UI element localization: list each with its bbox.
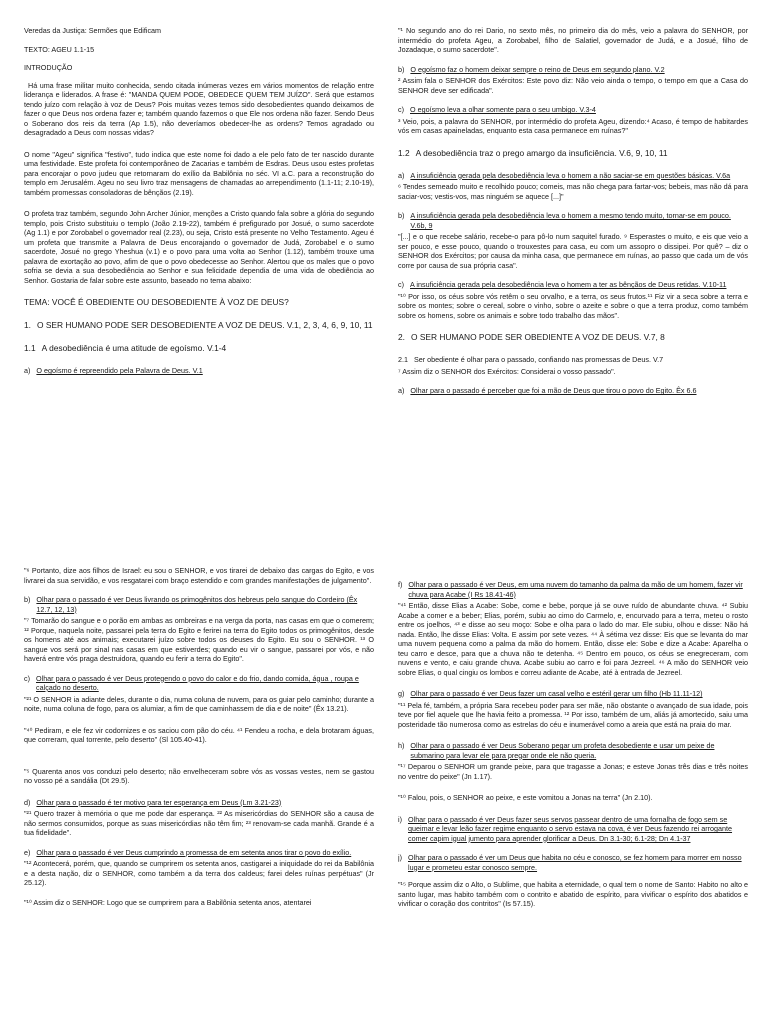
point-marker: h) — [398, 741, 405, 750]
point-marker: a) — [398, 386, 405, 396]
verse-ageu-1-9: "[...] e o que recebe salário, recebe-o para pô-lo num saquitel furado. ⁹ Esperastes o muito, e eis que veio a ser pouco, e esse pouco, quando o trouxestes para casa, eu com um assopro o dissipei. Por quê? – diz o SENHOR dos Exércitos; por causa da minha casa, que permanece em ruínas, ao passo que cada um de vós corre por causa de sua própria casa". — [398, 232, 748, 270]
verse-jonas-2-10: "¹⁰ Falou, pois, o SENHOR ao peixe, e este vomitou a Jonas na terra" (Jn 2.10). — [398, 793, 653, 802]
point-2-1-b — [24, 595, 374, 614]
point-2-1-d — [24, 798, 374, 808]
point-text: Olhar para o passado é ter motivo para ter esperança em Deus (Lm 3.21-23) — [36, 797, 282, 807]
point-1-2-b — [398, 211, 748, 230]
point-2-1-i — [398, 815, 748, 844]
verse-isaias-57: "¹⁵ Porque assim diz o Alto, o Sublime, que habita a eternidade, o qual tem o nome de Santo: Habito no alto e santo lugar, mas habito também com o contrito e abatido de espírito, para vivificar o espírito dos abatidos e vivificar o coração dos contritos" (Is 57.15). — [398, 880, 748, 908]
point-2-1-h — [398, 741, 748, 760]
intro-paragraph-3: O profeta traz também, segundo John Archer Júnior, menções a Cristo quando fala sobre a glória do segundo templo, pois Cristo substituiu o templo (João 2.19-22), também é prefigurado por Josué, o sumo sacerdote (Ag 1.1) e por Zorobabel o governador real (2.23), ou seja, Cristo está presente no Velho Testamento. Ageu é um profeta que transmite a Palavra de Deus encorajando o governador de Judá, Zorobabel e o sumo sacerdote, Josué no grego Yheshua (v.1) e o povo para uma volta ao Senhor (1.12), também trouxe uma palavra de exortação ao povo, afim de que o povo obedecesse ao Senhor. Alertou que os males que o povo sofria se devia a sua desobediência ao Senhor e sua felicidade dependia de uma vida de obediência ao Senhor. Gostaria de falar sobre este assunto, baseado no tema abaixo: — [24, 209, 374, 285]
introduction-heading: INTRODUÇÃO — [24, 63, 73, 72]
point-text: Olhar para o passado é ver Deus cumprindo a promessa de em setenta anos tirar o povo do exílio. — [36, 847, 352, 857]
point-2-1-j — [398, 853, 748, 872]
point-marker: i) — [398, 814, 402, 824]
verse-1-reis-18: "⁴¹ Então, disse Elias a Acabe: Sobe, come e bebe, porque já se ouve ruído de abundante chuva. ⁴² Subiu Acabe a comer e a beber; Elias, porém, subiu ao cimo do Carmelo, e, encurvado para a terra, meteu o rosto entre os joelhos, ⁴³ e disse ao seu moço: Sobe e olha para o lado do mar. Ele subiu, olhou e disse: Não há nada. Então, lhe disse Elias: Volta. E assim por sete vezes. ⁴⁴ À sétima vez disse: Eis que se levanta do mar uma nuvem pequena como a palma da mão do homem. Então, disse ele: Sobe e dize a Acabe: Aparelha o teu carro e desce, para que a chuva não te detenha. ⁴⁵ Dentro em pouco, os céus se enegreceram, com nuvens e vento, e caiu grande chuva. Acabe subiu ao carro e foi para Jezreel. ⁴⁶ A mão do SENHOR veio sobre Elias, o qual cingiu os lombos e correu adiante de Acabe, até à entrada de Jezreel. — [398, 601, 748, 677]
page-break — [0, 512, 768, 548]
section-1-number: 1. — [24, 320, 31, 331]
bottom-right-column — [398, 580, 748, 1024]
point-text: Olhar para o passado é ver Deus fazer seus servos passear dentro de uma fornalha de fogo sem se queimar e levar leão fazer regime enquanto o servo estava na cova, é ver Deus fazendo rei arrogante comer capim igual jumento para aprender glorificar a Deus. Dn 3.1-30; 6.1-28; Dn 4.1-37 — [408, 814, 733, 843]
verse-exodo-6-6: "⁶ Portanto, dize aos filhos de Israel: eu sou o SENHOR, e vos tirarei de debaixo das cargas do Egito, e vos livrarei da sua servidão, e vos resgatarei com braço estendido e com grandes manifestações de julgamento". — [24, 566, 374, 585]
point-text: A insuficiência gerada pela desobediência leva o homem a não saciar-se em questões básicas. V.6a — [410, 170, 731, 180]
point-2-1-e — [24, 848, 374, 858]
point-text: Olhar para o passado é ver Deus, em uma nuvem do tamanho da palma da mão de um homem, fazer vir chuva para Acabe (I Rs 18.41-46) — [408, 580, 743, 599]
document-header: Veredas da Justiça: Sermões que Edificam — [24, 26, 162, 35]
verse-ageu-1-2: ² Assim fala o SENHOR dos Exércitos: Este povo diz: Não veio ainda o tempo, o tempo em que a Casa do SENHOR deve ser edificada". — [398, 76, 748, 95]
sermon-text-reference: TEXTO: AGEU 1.1-15 — [24, 44, 95, 54]
section-2-heading — [398, 332, 748, 343]
point-1-2-c — [398, 280, 748, 290]
bottom-left-column — [24, 566, 374, 1024]
point-marker: e) — [24, 847, 31, 857]
verse-lamentacoes-3: "²¹ Quero trazer à memória o que me pode dar esperança. ²² As misericórdias do SENHOR são a causa de não sermos consumidos, porque as suas misericórdias não têm fim; ²³ renovam-se cada manhã. Grande é a tua fidelidade". — [24, 809, 374, 837]
section-2-1-number: 2.1 — [398, 355, 408, 365]
section-1-2-title: A desobediência traz o prego amargo da insuficiência. V.6, 9, 10, 11 — [415, 147, 668, 158]
top-right-column — [398, 26, 748, 398]
verse-ageu-1-6: ⁶ Tendes semeado muito e recolhido pouco; comeis, mas não chega para fartar-vos; bebeis, mas não dá para saciar-vos; vestis-vos, mas ninguém se aquece [...]" — [398, 182, 748, 201]
point-2-1-c — [24, 674, 374, 693]
intro-paragraph-2: O nome "Ageu" significa "festivo", tudo indica que este nome foi dado a ele pelo fato de ter nascido durante uma festividade. Este profeta foi contemporâneo de Zacarias e também de Esdras. Deus usou estes profetas para encorajar o povo judeu que retornaram do exílio da Babilônia no séc. VI a.C. para a reconstrução do templo em Jerusalém. Ageu no seu livro traz mensagens de chamadas ao arrependimento (1.1-11; 2.10-19), também promessas consoladoras de bênçãos (2.19). — [24, 149, 374, 197]
point-marker: b) — [398, 64, 405, 74]
section-2-1-heading — [398, 355, 748, 365]
point-marker: f) — [398, 580, 403, 589]
point-text: Olhar para o passado é ver Deus protegendo o povo do calor e do frio, dando comida, água , roupa e calçado no deserto. — [36, 673, 359, 692]
point-1-2-a — [398, 171, 748, 181]
section-2-number: 2. — [398, 332, 405, 343]
verse-ageu-1-3-4: ³ Veio, pois, a palavra do SENHOR, por intermédio do profeta Ageu, dizendo:⁴ Acaso, é tempo de habitardes vós em casas apaineladas, enquanto esta casa permanece em ruínas?" — [398, 116, 748, 135]
point-marker: b) — [398, 211, 405, 221]
point-text: A insuficiência gerada pela desobediência leva o homem a mesmo tendo muito, tornar-se em pouco. V.6b, 9 — [410, 211, 731, 230]
point-1-1-c — [398, 105, 748, 115]
point-text: O egoísmo leva a olhar somente para o seu umbigo. V.3-4 — [410, 105, 596, 114]
verse-ageu-1-1: "¹ No segundo ano do rei Dario, no sexto mês, no primeiro dia do mês, veio a palavra do SENHOR, por intermédio do profeta Ageu, a Zorobabel, filho de Salatiel, governador de Judá, e a Josué, filho de Jozadaque, o sumo sacerdote". — [398, 26, 748, 54]
verse-hebreus-11: "¹¹ Pela fé, também, a própria Sara recebeu poder para ser mãe, não obstante o avançado de sua idade, pois teve por fiel aquele que lhe havia feito a promessa. ¹² Por isso, também de um, aliás já amortecido, saiu uma posteridade tão numerosa como as estrelas do céu e inumerável como a areia que está na praia do mar. — [398, 700, 748, 729]
point-text: Olhar para o passado é ver Deus fazer um casal velho e estéril gerar um filho (Hb 11.11-12) — [410, 689, 703, 698]
point-marker: c) — [24, 673, 30, 683]
verse-jeremias-29-partial: "¹⁰ Assim diz o SENHOR: Logo que se cumprirem para a Babilônia setenta anos, atentarei — [24, 897, 312, 907]
point-marker: a) — [398, 170, 405, 180]
point-text: Olhar para o passado é ver um Deus que habita no céu e conosco, se fez homem para morrer em nosso lugar e prometeu estar conosco sempre. — [408, 853, 742, 872]
point-text: Olhar para o passado é ver Deus livrando os primogênitos dos hebreus pelo sangue do Cordeiro (Êx 12.7, 12, 13) — [36, 595, 358, 614]
sermon-theme: TEMA: VOCÊ É OBEDIENTE OU DESOBEDIENTE À VOZ DE DEUS? — [24, 297, 289, 307]
point-marker: c) — [398, 105, 404, 114]
point-marker: c) — [398, 280, 404, 290]
point-2-1-a — [398, 386, 748, 396]
section-1-1-heading — [24, 343, 374, 354]
verse-ageu-1-7: ⁷ Assim diz o SENHOR dos Exércitos: Considerai o vosso passado". — [398, 366, 616, 376]
section-2-1-title: Ser obediente é olhar para o passado, confiando nas promessas de Deus. V.7 — [414, 355, 664, 365]
verse-salmo-105: "⁴⁰ Pediram, e ele fez vir codornizes e os saciou com pão do céu. ⁴¹ Fendeu a rocha, e dela brotaram águas, que correram, qual torrente, pelo deserto" (Sl 105.40-41). — [24, 725, 374, 744]
intro-paragraph-1: Há uma frase militar muito conhecida, sendo citada inúmeras vezes em vários momentos de relação entre liderança e liderados. A frase é: "MANDA QUEM PODE, OBEDECE QUEM TEM JUÍZO". Será que estamos tendo juízo com relação à voz de Deus? Pois muitas vezes temos sido desobedientes quando deixamos de fazer o que Deus nos ordena fazer e; também quando fazemos o que Ele nos ordena não fazer. Sendo Deus o Soberano dos reis da terra (Ap 1.5), não deveríamos obedecer-lhe as ordens? Temos agradado ou desagradado a Deus com nossas vidas? — [24, 80, 374, 137]
point-marker: a) — [24, 366, 31, 376]
verse-jonas-1-17: "¹⁷ Deparou o SENHOR um grande peixe, para que tragasse a Jonas; e esteve Jonas três dias e três noites no ventre do peixe" (Jn 1.17). — [398, 762, 748, 781]
verse-jeremias-25: "¹² Acontecerá, porém, que, quando se cumprirem os setenta anos, castigarei a iniquidade do rei da Babilônia e a desta nação, diz o SENHOR, como também a da terra dos caldeus; farei deles ruínas perpétuas" (Jr 25.12). — [24, 859, 374, 887]
verse-ageu-1-10-11: "¹⁰ Por isso, os céus sobre vós retêm o seu orvalho, e a terra, os seus frutos.¹¹ Fiz vir a seca sobre a terra e sobre os montes; sobre o cereal, sobre o vinho, sobre o azeite e sobre o que a terra produz, como também sobre os homens, sobre os animais e sobre todo trabalho das mãos". — [398, 291, 748, 320]
section-1-2-number: 1.2 — [398, 147, 410, 158]
verse-deuteronomio-29: "⁵ Quarenta anos vos conduzi pelo deserto; não envelheceram sobre vós as vossas vestes, nem se gastou no vosso pé a sandália (Dt 29.5). — [24, 766, 374, 785]
verse-exodo-12: "⁷ Tomarão do sangue e o porão em ambas as ombreiras e na verga da porta, nas casas em que o comerem; ¹² Porque, naquela noite, passarei pela terra do Egito e ferirei na terra do Egito todos os primogênitos, desde os homens até aos animais; executarei juízo sobre todos os deuses do Egito. Eu sou o SENHOR. ¹³ O sangue vos será por sinal nas casas em que estiverdes; quando eu vir o sangue, passarei por vós, e não haverá entre vós praga destruidora, quando eu ferir a terra do Egito". — [24, 616, 374, 663]
point-text: O egoísmo faz o homem deixar sempre o reino de Deus em segundo plano. V.2 — [410, 64, 665, 74]
point-text: Olhar para o passado é ver Deus Soberano pegar um profeta desobediente e usar um peixe de submarino para levar ele para pregar onde ele não queria. — [410, 741, 715, 760]
verse-exodo-13-21: "²¹ O SENHOR ia adiante deles, durante o dia, numa coluna de nuvem, para os guiar pelo caminho; durante a noite, numa coluna de fogo, para os alumiar, a fim de que caminhassem de dia e de noite" (Êx 13.21). — [24, 694, 374, 713]
section-1-2-heading — [398, 148, 748, 159]
point-2-1-f — [398, 580, 748, 599]
point-text: O egoísmo é repreendido pela Palavra de Deus. V.1 — [36, 366, 203, 376]
point-marker: b) — [24, 595, 31, 604]
section-1-title: O SER HUMANO PODE SER DESOBEDIENTE A VOZ DE DEUS. V.1, 2, 3, 4, 6, 9, 10, 11 — [37, 320, 373, 331]
point-text: A insuficiência gerada pela desobediência leva o homem a ter as bênçãos de Deus retidas. V.10-11 — [410, 280, 727, 290]
section-1-heading — [24, 320, 374, 331]
point-text: Olhar para o passado é perceber que foi a mão de Deus que tirou o povo do Egito. Êx 6.6 — [410, 386, 697, 396]
point-2-1-g — [398, 689, 748, 699]
point-marker: d) — [24, 797, 31, 807]
section-2-title: O SER HUMANO PODE SER OBEDIENTE A VOZ DE DEUS. V.7, 8 — [411, 332, 665, 343]
point-marker: g) — [398, 689, 405, 698]
section-1-1-title: A desobediência é uma atitude de egoísmo. V.1-4 — [41, 343, 227, 354]
point-marker: j) — [398, 853, 402, 862]
point-1-1-a — [24, 366, 374, 376]
section-1-1-number: 1.1 — [24, 343, 36, 354]
top-left-column — [24, 26, 374, 378]
point-1-1-b — [398, 65, 748, 75]
